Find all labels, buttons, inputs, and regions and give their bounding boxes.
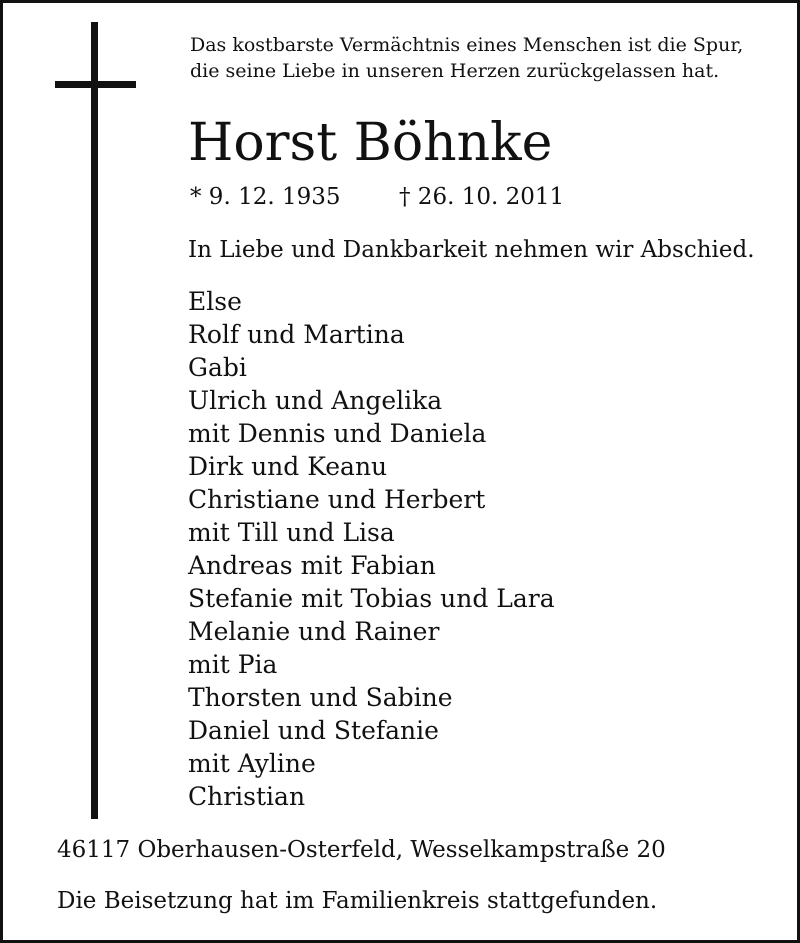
mourners-list	[188, 285, 555, 813]
mourner-entry: mit Pia	[188, 650, 278, 679]
mourner-entry: Ulrich und Angelika	[188, 386, 443, 415]
mourner-entry: Gabi	[188, 353, 247, 382]
mourner-entry: mit Ayline	[188, 749, 316, 778]
family-address: 46117 Oberhausen-Osterfeld, Wesselkampstraße 20	[57, 837, 666, 863]
mourner-entry: Rolf und Martina	[188, 320, 405, 349]
life-dates	[190, 182, 750, 212]
mourner-entry: Christiane und Herbert	[188, 485, 486, 514]
quote-line: Das kostbarste Vermächtnis eines Menschen ist die Spur,	[190, 34, 744, 56]
birth-date: * 9. 12. 1935	[190, 184, 341, 210]
memorial-quote	[190, 32, 770, 84]
mourner-entry: Dirk und Keanu	[188, 452, 388, 481]
farewell-line: In Liebe und Dankbarkeit nehmen wir Abschied.	[188, 237, 755, 263]
cross-horizontal-bar	[55, 81, 136, 88]
death-date: † 26. 10. 2011	[399, 184, 565, 210]
mourner-entry: Daniel und Stefanie	[188, 716, 439, 745]
mourner-entry: Stefanie mit Tobias und Lara	[188, 584, 555, 613]
mourner-entry: Andreas mit Fabian	[188, 551, 436, 580]
mourner-entry: Melanie und Rainer	[188, 617, 440, 646]
deceased-name: Horst Böhnke	[188, 113, 553, 173]
cross-vertical-bar	[91, 22, 98, 819]
mourner-entry: mit Dennis und Daniela	[188, 419, 487, 448]
mourner-entry: Christian	[188, 782, 306, 811]
quote-line: die seine Liebe in unseren Herzen zurückgelassen hat.	[190, 60, 720, 82]
mourner-entry: mit Till und Lisa	[188, 518, 395, 547]
mourner-entry: Thorsten und Sabine	[188, 683, 453, 712]
burial-note: Die Beisetzung hat im Familienkreis stattgefunden.	[57, 888, 658, 914]
mourner-entry: Else	[188, 287, 242, 316]
